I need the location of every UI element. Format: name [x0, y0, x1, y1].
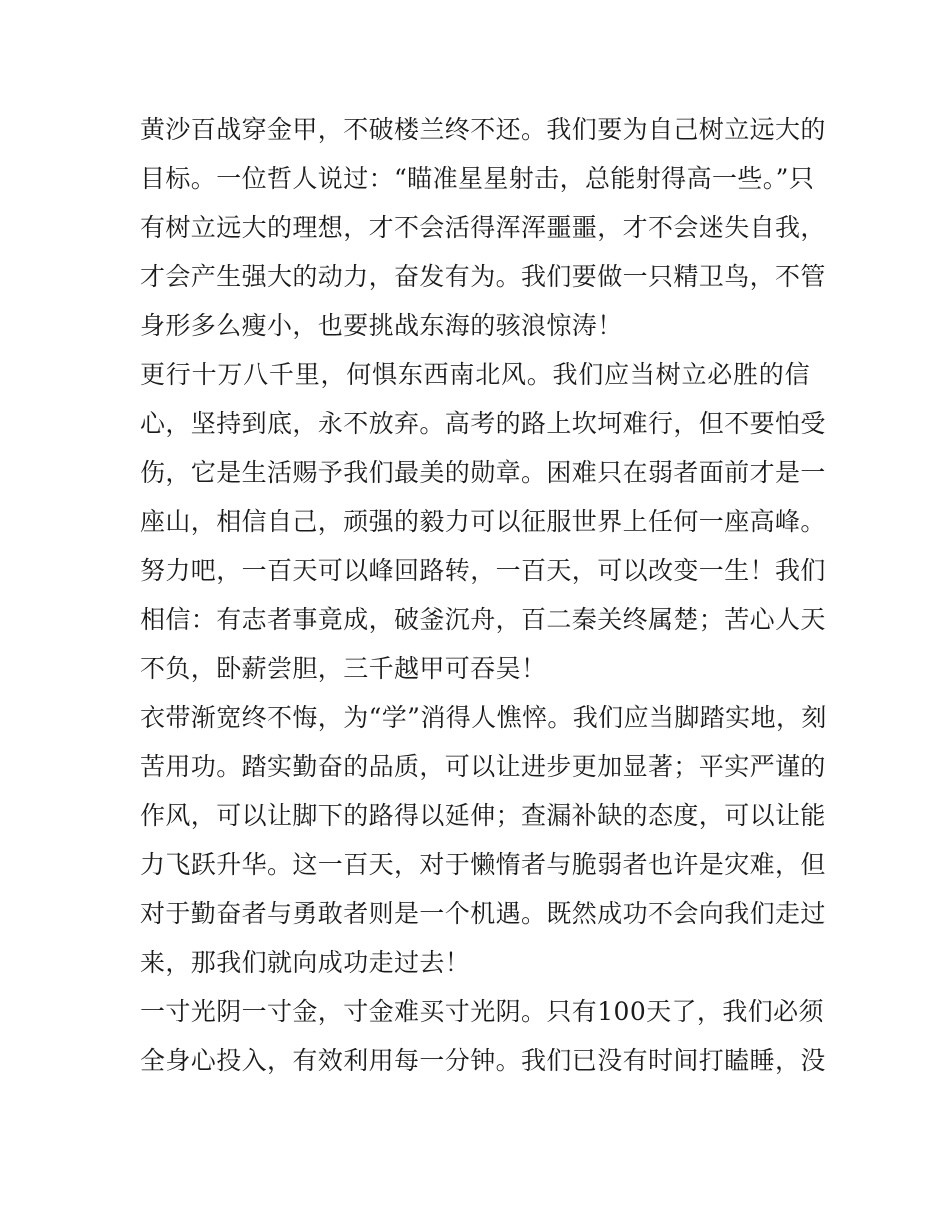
text-line: 更行十万八千里，何惧东西南北风。我们应当树立必胜的信 — [140, 360, 810, 389]
text-line: 一寸光阴一寸金，寸金难买寸光阴。只有100天了，我们必须 — [140, 997, 824, 1026]
text-line: 努力吧，一百天可以峰回路转，一百天，可以改变一生！我们 — [140, 556, 826, 585]
paragraph-1 — [140, 105, 826, 350]
text-line: 才会产生强大的动力，奋发有为。我们要做一只精卫鸟，不管 — [140, 262, 826, 291]
text-line: 目标。一位哲人说过：“瞄准星星射击，总能射得高一些。”只 — [140, 164, 815, 193]
text-line: 作风，可以让脚下的路得以延伸；查漏补缺的态度，可以让能 — [140, 801, 826, 830]
text-line: 力飞跃升华。这一百天，对于懒惰者与脆弱者也许是灾难，但 — [140, 850, 826, 879]
text-line: 全身心投入，有效利用每一分钟。我们已没有时间打瞌睡，没 — [140, 1046, 826, 1075]
text-line: 心，坚持到底，永不放弃。高考的路上坎坷难行，但不要怕受 — [140, 409, 826, 438]
text-line: 对于勤奋者与勇敢者则是一个机遇。既然成功不会向我们走过 — [140, 899, 826, 928]
text-line: 座山，相信自己，顽强的毅力可以征服世界上任何一座高峰。 — [140, 507, 826, 536]
text-line: 有树立远大的理想，才不会活得浑浑噩噩，才不会迷失自我， — [140, 213, 826, 242]
text-line: 衣带渐宽终不悔，为“学”消得人憔悴。我们应当脚踏实地，刻 — [140, 703, 827, 732]
text-line: 苦用功。踏实勤奋的品质，可以让进步更加显著；平实严谨的 — [140, 752, 826, 781]
text-line: 相信：有志者事竟成，破釜沉舟，百二秦关终属楚；苦心人天 — [140, 605, 826, 634]
paragraph-2 — [140, 350, 826, 693]
document-body — [140, 105, 827, 1085]
text-line: 身形多么瘦小，也要挑战东海的骇浪惊涛！ — [140, 311, 623, 340]
text-line: 伤，它是生活赐予我们最美的勋章。困难只在弱者面前才是一 — [140, 458, 826, 487]
text-line: 黄沙百战穿金甲，不破楼兰终不还。我们要为自己树立远大的 — [140, 115, 826, 144]
text-line: 不负，卧薪尝胆，三千越甲可吞吴！ — [140, 654, 547, 683]
text-line: 来，那我们就向成功走过去！ — [140, 948, 471, 977]
paragraph-3 — [140, 693, 827, 987]
paragraph-4 — [140, 987, 826, 1085]
